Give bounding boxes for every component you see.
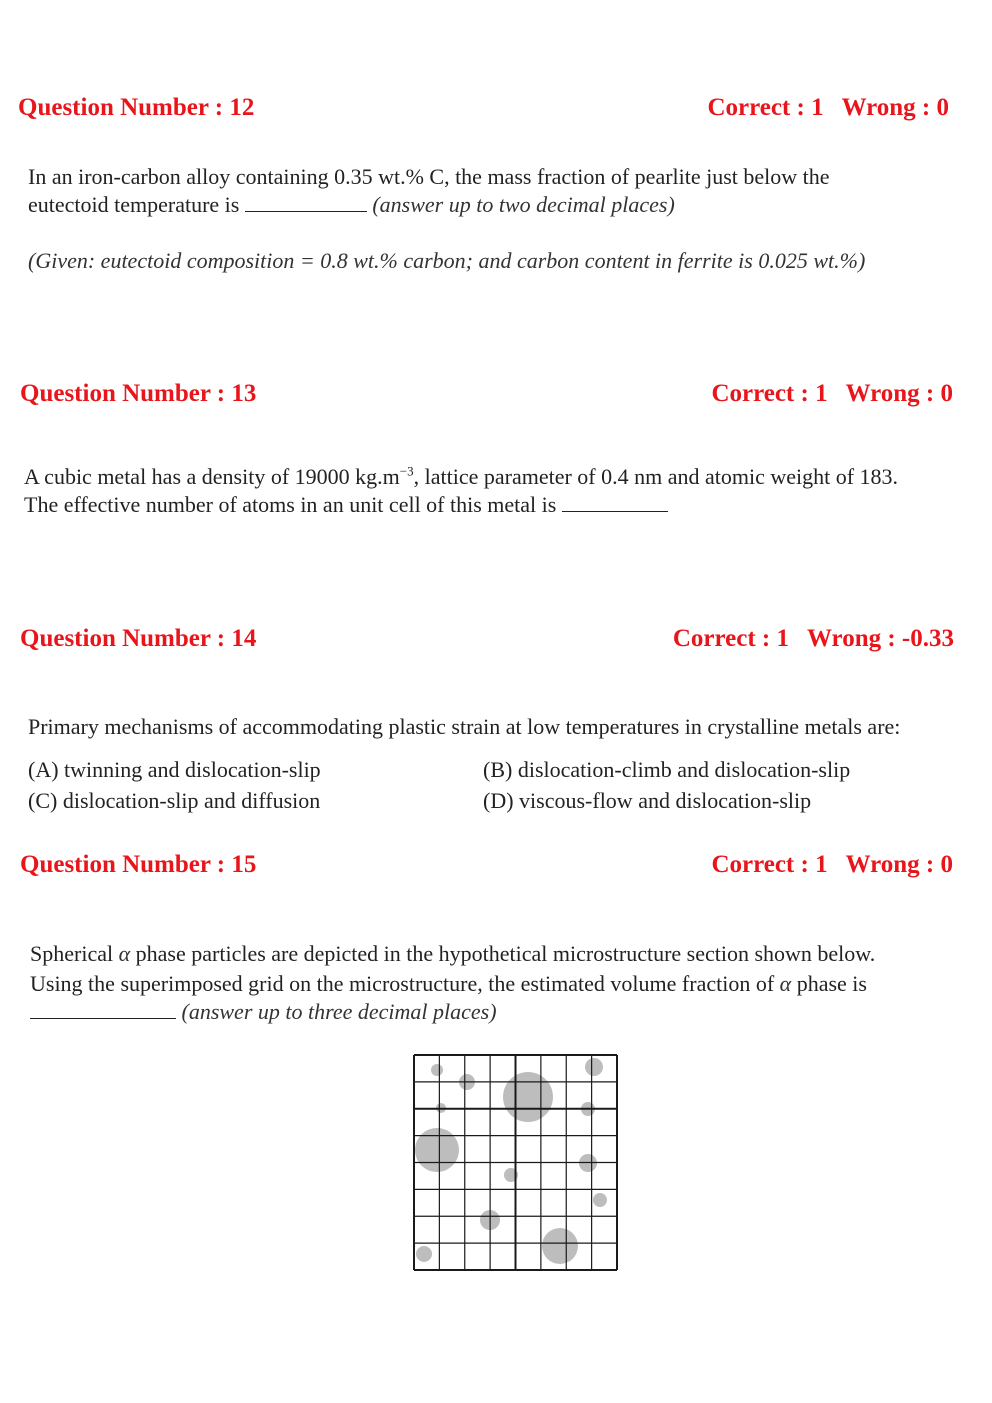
question-14-stem: Primary mechanisms of accommodating plastic strain at low temperatures in crystalline metals are:	[28, 714, 901, 739]
correct-marks: Correct : 1	[711, 380, 828, 407]
question-15-line-1	[30, 940, 875, 968]
alpha-particle	[542, 1228, 578, 1264]
wrong-marks: Wrong : 0	[845, 851, 953, 878]
answer-blank[interactable]	[562, 493, 668, 512]
answer-blank[interactable]	[30, 1000, 176, 1019]
alpha-particle	[416, 1246, 432, 1262]
question-15-line-1b: phase particles are depicted in the hypothetical microstructure section shown below.	[130, 941, 876, 966]
question-15-line-2a: Using the superimposed grid on the microstructure, the estimated volume fraction of	[30, 971, 780, 996]
question-12-line-2-text: eutectoid temperature is	[28, 192, 240, 217]
microstructure-figure	[413, 1054, 618, 1271]
answer-note: (answer up to three decimal places)	[181, 999, 497, 1024]
question-13-header	[0, 380, 992, 414]
question-15-line-2	[30, 970, 867, 998]
question-13-line-2	[24, 491, 668, 519]
option-d[interactable]: (D) viscous-flow and dislocation-slip	[483, 788, 812, 813]
question-15-line-3	[30, 998, 497, 1026]
question-number-label: Question Number : 14	[20, 625, 257, 652]
wrong-marks: Wrong : -0.33	[807, 625, 954, 652]
question-12-header	[0, 94, 992, 128]
question-13-line-1a: A cubic metal has a density of 19000 kg.m	[24, 464, 400, 489]
question-15-header	[0, 851, 992, 885]
alpha-particle	[585, 1058, 603, 1076]
question-13-line-1b: , lattice parameter of 0.4 nm and atomic weight of 183.	[413, 464, 899, 489]
question-15-line-2b: phase is	[791, 971, 867, 996]
marks-info	[707, 94, 949, 122]
alpha-particles	[415, 1058, 607, 1264]
marks-info	[711, 380, 953, 408]
answer-blank[interactable]	[245, 193, 367, 212]
alpha-particle	[503, 1072, 553, 1122]
question-12-given: (Given: eutectoid composition = 0.8 wt.% carbon; and carbon content in ferrite is 0.025 wt.%)	[28, 248, 866, 273]
question-15-line-1a: Spherical	[30, 941, 119, 966]
marks-info	[711, 851, 953, 879]
correct-marks: Correct : 1	[711, 851, 828, 878]
question-12-line-2	[28, 191, 675, 219]
question-14-header	[0, 625, 992, 659]
question-12-line-1: In an iron-carbon alloy containing 0.35 wt.% C, the mass fraction of pearlite just below the	[28, 164, 830, 189]
option-c[interactable]: (C) dislocation-slip and diffusion	[28, 788, 321, 813]
question-number-label: Question Number : 15	[20, 851, 257, 878]
alpha-particle	[431, 1064, 443, 1076]
alpha-symbol: α	[779, 971, 792, 996]
wrong-marks: Wrong : 0	[841, 94, 949, 121]
question-13-line-2-text: The effective number of atoms in an unit cell of this metal is	[24, 492, 557, 517]
correct-marks: Correct : 1	[707, 94, 824, 121]
question-number-label: Question Number : 12	[18, 94, 255, 121]
alpha-particle	[593, 1193, 607, 1207]
wrong-marks: Wrong : 0	[845, 380, 953, 407]
superscript: −3	[399, 463, 414, 479]
question-number-label: Question Number : 13	[20, 380, 257, 407]
alpha-particle	[415, 1128, 459, 1172]
correct-marks: Correct : 1	[672, 625, 789, 652]
alpha-symbol: α	[118, 941, 131, 966]
question-13-line-1	[24, 463, 898, 491]
answer-note: (answer up to two decimal places)	[372, 192, 675, 217]
option-b[interactable]: (B) dislocation-climb and dislocation-slip	[483, 757, 851, 782]
marks-info	[673, 625, 954, 653]
option-a[interactable]: (A) twinning and dislocation-slip	[28, 757, 321, 782]
superimposed-grid	[414, 1055, 617, 1270]
